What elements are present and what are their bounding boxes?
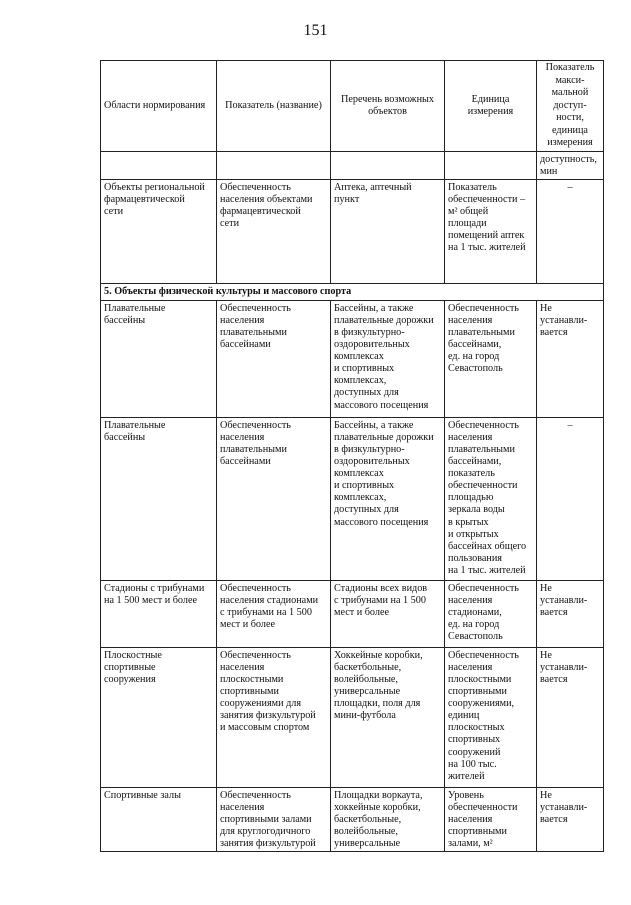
- table-row: [101, 151, 604, 179]
- objects-cell: Площадки воркаута, хоккейные коробки, баскетбольные, волейбольные, универсальные: [331, 787, 445, 851]
- area-cell: Плавательные бассейны: [101, 417, 217, 580]
- objects-cell: Аптека, аптечный пункт: [331, 179, 445, 283]
- indicator-cell: Обеспеченность населения плоскостными спортивными сооружениями для занятия физкультурой и массовым спортом: [217, 647, 331, 787]
- table-row: [101, 417, 604, 580]
- unit-cell: Обеспеченность населения стадионами, ед. на город Севастополь: [445, 580, 537, 647]
- objects-cell: Стадионы всех видов с трибунами на 1 500 мест и более: [331, 580, 445, 647]
- table-row: [101, 300, 604, 417]
- indicator-cell: Обеспеченность населения стадионами с трибунами на 1 500 мест и более: [217, 580, 331, 647]
- table-cell: [331, 151, 445, 179]
- unit-cell: Показатель обеспеченности – м² общей площади помещений аптек на 1 тыс. жителей: [445, 179, 537, 283]
- indicator-cell: Обеспеченность населения плавательными бассейнами: [217, 417, 331, 580]
- access-continuation: доступность, мин: [537, 151, 604, 179]
- area-cell: Плоскостные спортивные сооружения: [101, 647, 217, 787]
- header-objects: Перечень возможных объектов: [331, 61, 445, 152]
- section-title: 5. Объекты физической культуры и массового спорта: [101, 283, 604, 300]
- table-cell: [217, 151, 331, 179]
- table-row: [101, 647, 604, 787]
- access-cell: Не устанавли- вается: [537, 580, 604, 647]
- access-cell: –: [537, 179, 604, 283]
- unit-cell: Обеспеченность населения плавательными бассейнами, показатель обеспеченности площадью зеркала воды в крытых и открытых бассейнах общего пользования на 1 тыс. жителей: [445, 417, 537, 580]
- indicator-cell: Обеспеченность населения плавательными бассейнами: [217, 300, 331, 417]
- table-cell: [445, 151, 537, 179]
- table-cell: [101, 151, 217, 179]
- area-cell: Стадионы с трибунами на 1 500 мест и более: [101, 580, 217, 647]
- table-header-row: [101, 61, 604, 152]
- objects-cell: Бассейны, а также плавательные дорожки в физкультурно- оздоровительных комплексах и спортивных комплексах, доступных для массового посещения: [331, 417, 445, 580]
- header-indicator: Показатель (название): [217, 61, 331, 152]
- unit-cell: Уровень обеспеченности населения спортивными залами, м²: [445, 787, 537, 851]
- access-cell: Не устанавли- вается: [537, 787, 604, 851]
- access-cell: Не устанавли- вается: [537, 647, 604, 787]
- area-cell: Спортивные залы: [101, 787, 217, 851]
- objects-cell: Бассейны, а также плавательные дорожки в физкультурно- оздоровительных комплексах и спортивных комплексах, доступных для массового посещения: [331, 300, 445, 417]
- standards-table: [100, 60, 604, 852]
- unit-cell: Обеспеченность населения плоскостными спортивными сооружениями, единиц плоскостных спортивных сооружений на 100 тыс. жителей: [445, 647, 537, 787]
- area-cell: Объекты региональной фармацевтической сети: [101, 179, 217, 283]
- indicator-cell: Обеспеченность населения спортивными залами для круглогодичного занятия физкультурой: [217, 787, 331, 851]
- header-access: Показатель макси- мальной доступ- ности, единица измерения: [537, 61, 604, 152]
- table-row: [101, 787, 604, 851]
- objects-cell: Хоккейные коробки, баскетбольные, волейбольные, универсальные площадки, поля для мини-футбола: [331, 647, 445, 787]
- page-number: 151: [303, 22, 328, 39]
- header-area: Области нормирования: [101, 61, 217, 152]
- access-cell: –: [537, 417, 604, 580]
- area-cell: Плавательные бассейны: [101, 300, 217, 417]
- table-row: [101, 580, 604, 647]
- section-header-row: [101, 283, 604, 300]
- access-cell: Не устанавли- вается: [537, 300, 604, 417]
- indicator-cell: Обеспеченность населения объектами фармацевтической сети: [217, 179, 331, 283]
- table-row: [101, 179, 604, 283]
- unit-cell: Обеспеченность населения плавательными бассейнами, ед. на город Севастополь: [445, 300, 537, 417]
- header-unit: Единица измерения: [445, 61, 537, 152]
